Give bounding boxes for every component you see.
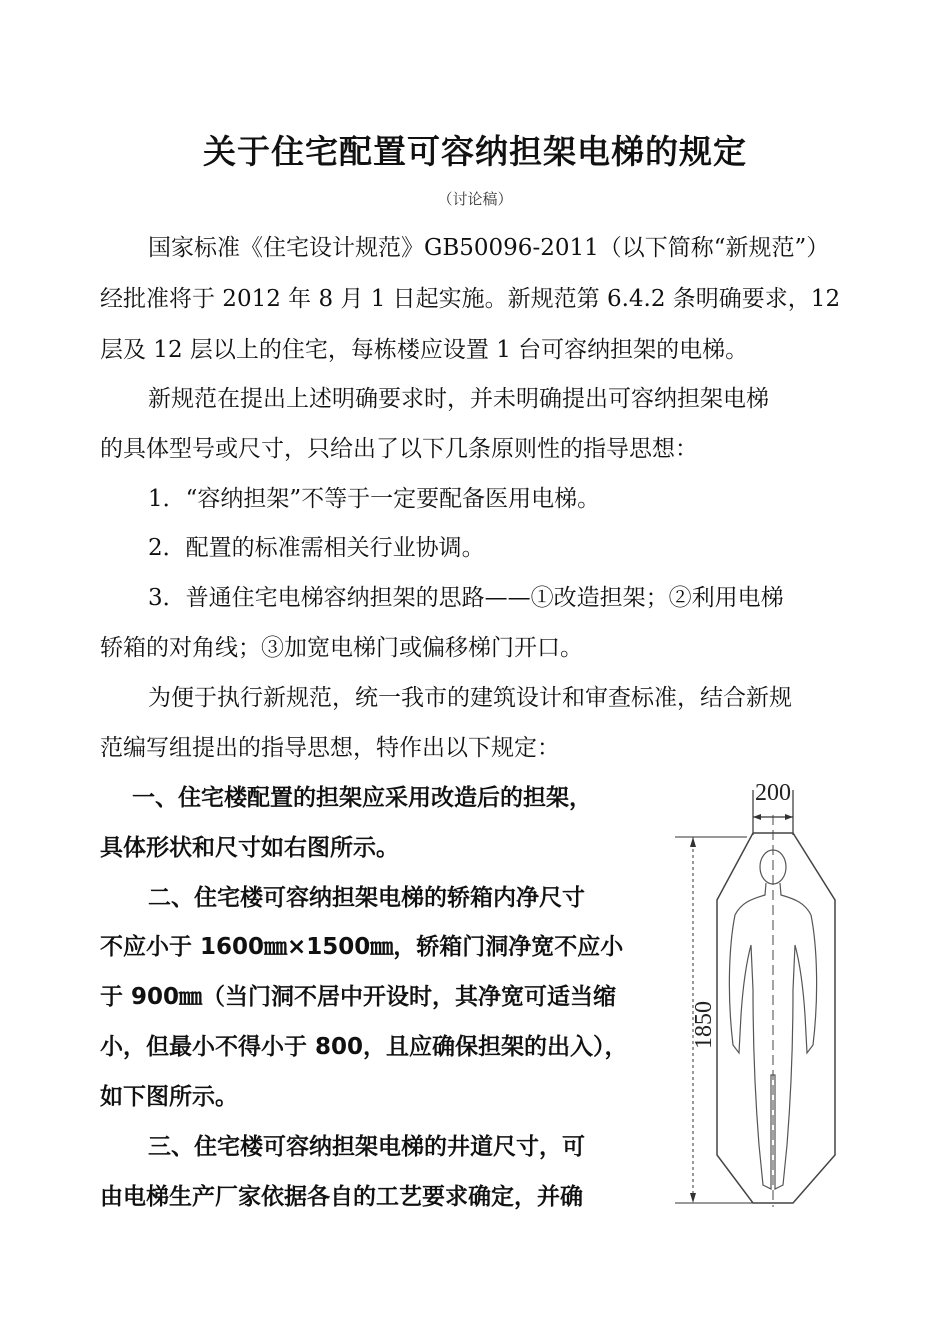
rule-2-line-5: 如下图所示。 [100,1084,238,1110]
rule-1-line-1: 一、住宅楼配置的担架应采用改造后的担架， [132,785,592,811]
arrow-left-icon [753,814,761,820]
arrow-up-icon [690,837,696,847]
rule-2-line-3: 于 900㎜（当门洞不居中开设时，其净宽可适当缩 [100,984,617,1010]
rule-2-line-1: 二、住宅楼可容纳担架电梯的轿箱内净尺寸 [148,885,585,911]
arrow-right-icon [785,814,793,820]
rule-3-line-2: 由电梯生产厂家依据各自的工艺要求确定，并确 [100,1184,583,1210]
stretcher-figure [655,775,850,1215]
list-item-1: 1．“容纳担架”不等于一定要配备医用电梯。 [148,486,601,512]
paragraph-2-line-2: 的具体型号或尺寸，只给出了以下几条原则性的指导思想： [100,436,698,462]
rule-2-line-4: 小，但最小不得小于 800，且应确保担架的出入）， [100,1034,628,1060]
paragraph-1-line-2: 经批准将于 2012 年 8 月 1 日起实施。新规范第 6.4.2 条明确要求，12 [100,286,841,312]
height-dimension-label: 1850 [691,1001,717,1049]
paragraph-2-line-1: 新规范在提出上述明确要求时，并未明确提出可容纳担架电梯 [148,386,769,412]
list-item-2: 2．配置的标准需相关行业协调。 [148,535,485,561]
document-subtitle: （讨论稿） [437,190,513,208]
paragraph-3-line-2: 范编写组提出的指导思想，特作出以下规定： [100,735,560,761]
list-item-3-line-1: 3．普通住宅电梯容纳担架的思路——①改造担架；②利用电梯 [148,585,784,611]
paragraph-1-line-1: 国家标准《住宅设计规范》GB50096-2011（以下简称“新规范”） [148,235,830,261]
paragraph-1-line-3: 层及 12 层以上的住宅，每栋楼应设置 1 台可容纳担架的电梯。 [100,337,749,363]
stretcher-outline [717,833,835,1203]
document-title: 关于住宅配置可容纳担架电梯的规定 [203,132,747,171]
rule-3-line-1: 三、住宅楼可容纳担架电梯的井道尺寸，可 [148,1134,585,1160]
rule-2-line-2: 不应小于 1600㎜×1500㎜，轿箱门洞净宽不应小 [100,934,624,960]
rule-1-line-2: 具体形状和尺寸如右图所示。 [100,835,399,861]
width-dimension-label: 200 [755,780,791,806]
list-item-3-line-2: 轿箱的对角线；③加宽电梯门或偏移梯门开口。 [100,635,583,661]
arrow-down-icon [690,1193,696,1203]
paragraph-3-line-1: 为便于执行新规范，统一我市的建筑设计和审查标准，结合新规 [148,685,792,711]
